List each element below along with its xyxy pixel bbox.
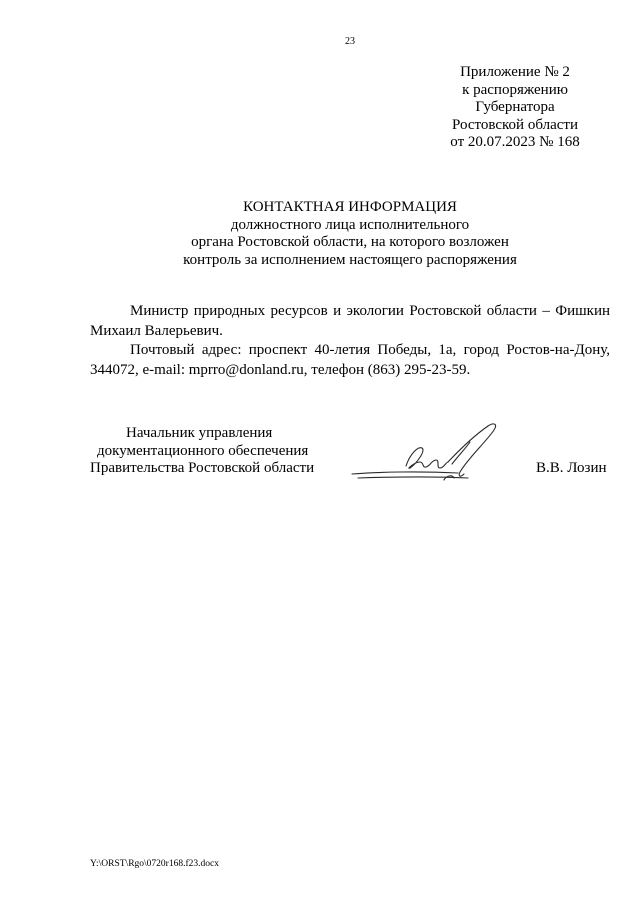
- title-line-3: органа Ростовской области, на которого возложен: [191, 234, 509, 250]
- title-line-2: должностного лица исполнительного: [230, 216, 470, 233]
- handwritten-signature: [348, 418, 508, 490]
- appendix-header: [430, 64, 600, 152]
- position-line-1: Начальник управления: [126, 425, 273, 441]
- address-paragraph: Почтовый адрес: проспект 40-летия Победы, 1а, город Ростов-на-Дону, 344072, e-mail: mprro@donland.ru, телефон (863) 295-23-59.: [90, 342, 610, 378]
- document-title: [0, 199, 640, 269]
- appendix-line-2: к распоряжению: [462, 81, 568, 98]
- title-main: КОНТАКТНАЯ ИНФОРМАЦИЯ: [243, 199, 457, 215]
- appendix-line-4: Ростовской области: [452, 116, 578, 133]
- file-path-footer: Y:\ORST\Rgo\0720r168.f23.docx: [90, 859, 219, 869]
- appendix-line-5: от 20.07.2023 № 168: [450, 134, 580, 150]
- position-line-2: документационного обеспечения: [97, 442, 309, 459]
- page-number: 23: [345, 36, 355, 47]
- position-line-3: Правительства Ростовской области: [90, 460, 315, 476]
- signatory-position: [90, 425, 320, 478]
- contact-body: [90, 302, 610, 380]
- minister-paragraph: Министр природных ресурсов и экологии Ростовской области – Фишкин Михаил Валерьевич.: [90, 303, 610, 339]
- appendix-line-3: Губернатора: [475, 99, 555, 115]
- appendix-line-1: Приложение № 2: [460, 64, 570, 80]
- signatory-name: В.В. Лозин: [536, 460, 607, 476]
- title-line-4: контроль за исполнением настоящего распоряжения: [183, 251, 517, 268]
